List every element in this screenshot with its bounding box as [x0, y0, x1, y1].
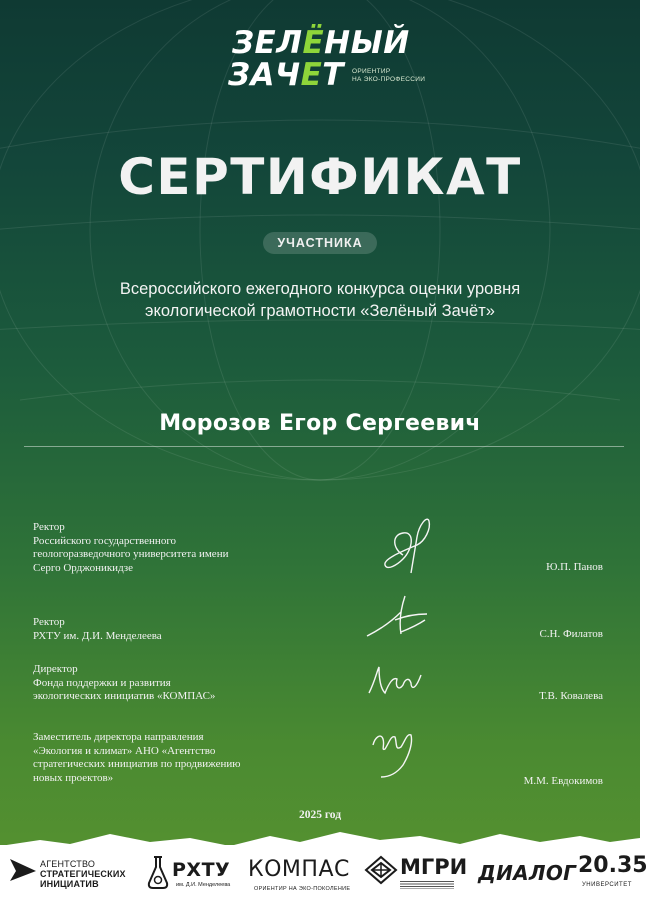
- certificate-year: 2025 год: [298, 809, 342, 821]
- mgri-fine-print: [400, 881, 454, 889]
- certificate-description: Всероссийского ежегодного конкурса оценки уровня экологической грамотности «Зелёный Зачёт»: [119, 280, 521, 320]
- recipient-underline: [24, 446, 624, 447]
- signature-panov: [373, 515, 443, 581]
- signature-kovaleva: [365, 663, 425, 703]
- dialog-logo: ДИАЛОГ: [478, 861, 577, 885]
- signature-filatov: [365, 592, 435, 642]
- logo-subtitle: ОРИЕНТИР НА ЭКО-ПРОФЕССИИ: [352, 68, 426, 83]
- signatory-evdokimov: [33, 731, 613, 791]
- signatory-kovaleva: [33, 663, 613, 705]
- certificate-title: СЕРТИФИКАТ: [118, 148, 522, 206]
- mgri-emblem-icon: [364, 855, 398, 885]
- flask-icon: [146, 855, 170, 891]
- signatory-panov: [33, 521, 613, 581]
- signatory-name: Ю.П. Панов: [546, 561, 603, 573]
- signatory-name: М.М. Евдокимов: [523, 775, 603, 787]
- signatory-role: Ректор РХТУ им. Д.И. Менделеева: [33, 616, 162, 642]
- recipient-name: Морозов Егор Сергеевич: [159, 411, 481, 436]
- partner-logos-footer: АГЕНТСТВО СТРАТЕГИЧЕСКИХ ИНИЦИАТИВ РХТУ им. Д.И. Менделеева КОМПАС ОРИЕНТИР НА ЭКО-ПОКОЛЕНИЕ МГРИ ДИАЛОГ 20.35 УНИВЕРСИТЕТ: [0, 845, 640, 908]
- zeleny-zachet-logo: [228, 24, 428, 94]
- signatory-role: Заместитель директора направления «Экология и климат» АНО «Агентство стратегических инициатив по продвижению новых проектов»: [33, 731, 241, 784]
- signatory-filatov: [33, 616, 613, 646]
- signatory-name: С.Н. Филатов: [539, 628, 603, 640]
- logo-line-2: ЗАЧЕТ: [228, 57, 344, 93]
- participant-badge: УЧАСТНИКА: [263, 232, 376, 254]
- asi-arrow-icon: [8, 857, 38, 883]
- logo-line-1: ЗЕЛЁНЫЙ: [232, 25, 410, 61]
- signature-evdokimov: [367, 725, 427, 783]
- signatory-name: Т.В. Ковалева: [539, 690, 603, 702]
- signatory-role: Директор Фонда поддержки и развития экологических инициатив «КОМПАС»: [33, 663, 216, 702]
- signatory-role: Ректор Российского государственного геологоразведочного университета имени Серго Орджоникидзе: [33, 521, 229, 574]
